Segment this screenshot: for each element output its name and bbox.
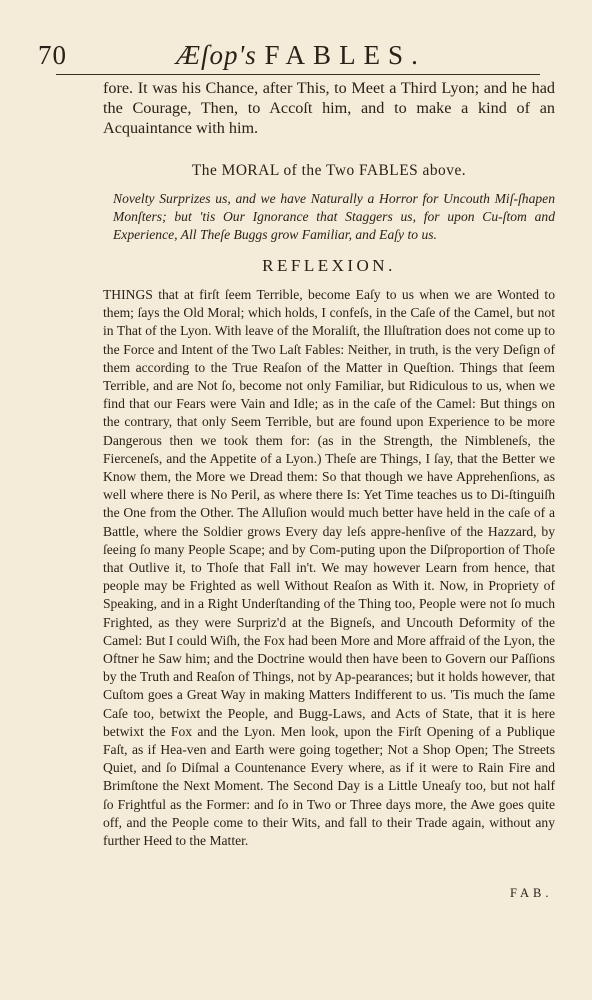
- page-body: [103, 78, 555, 850]
- moral-heading: The MORAL of the Two FABLES above.: [191, 162, 467, 179]
- reflexion-heading: REFLEXION.: [262, 256, 396, 275]
- reflexion-text: THINGS that at firſt ſeem Terrible, become Eaſy to us when we are Wonted to them; ſays the Old Moral; which holds, I confeſs, in the Caſe of the Camel, but not in That of the Lyon. With leave of the Moraliſt, the Illuſtration does not come up to the Force and Intent of the Two Laſt Fables: Neither, in truth, is the very Deſign of them according to the True Reaſon of the Matter in Queſtion. Things that ſeem Terrible, and are Not ſo, become not only Familiar, but Ridiculous to us, when we find that our Fears were Vain and Idle; as in the caſe of the Camel: But things on the contrary, that only Seem Terrible, but are found upon Experience to be more Dangerous then we took them for: (as in the Strength, the Nimbleneſs, the Fierceneſs, and the Appetite of a Lyon.) Theſe are Things, I ſay, that the Better we Know them, the More we Dread them: So that though we have Apprehenſions, as well where there is No Peril, as where there Is: Yet Time teaches us to Di-ſtinguiſh the One from the Other. The Alluſion would much better have held in the caſe of a Battle, where the Soldier grows Every day leſs appre-henſive of the Hazzard, by ſeeing ſo many People Scape; and by Com-puting upon the Diſproportion of Thoſe that Outlive it, to Thoſe that Fall in't. We may however Learn from hence, that people may be Frighted as well Without Reaſon as With it. Now, in Propriety of Speaking, and in a Right Underſtanding of the Thing too, People were not ſo much Frighted, as they were Surpriz'd at the Bigneſs, and Uncouth Deformity of the Camel: But I could Wiſh, the Fox had been More and More affraid of the Lyon, the Oftner he Saw him; and the Doctrine would then have been to Govern our Paſſions by the Truth and Reaſon of Things, not by Ap-pearances; but it holds however, that Cuſtom goes a Great Way in making Matters Indifferent to us. 'Tis much the ſame Caſe too, betwixt the People, and Bugg-Laws, and Acts of State, that it is here betwixt the Fox and the Lyon. Men look, upon the Firſt Opening of a Publique Faſt, as if Hea-ven and Earth were going together; Not a Shop Open; The Streets Quiet, and ſo Diſmal a Countenance Every where, as if it were to Rain Fire and Brimſtone the Next Moment. The Second Day is a Little Uneaſy too, but not half ſo Frightful as the Former: and ſo in Two or Three days more, the Awe goes quite off, and the People come to their Wits, and fall to their Trade again, without any further Heed to the Matter.: [103, 287, 555, 849]
- catchword: FAB.: [510, 886, 553, 900]
- running-title-word: FABLES.: [264, 40, 426, 70]
- running-title: [176, 40, 426, 71]
- moral-text: Novelty Surprizes us, and we have Naturally a Horror for Uncouth Miſ-ſhapen Monſters; but 'tis Our Ignorance that Staggers us, for upon Cu-ſtom and Experience, All Theſe Buggs grow Familiar, and Eaſy to us.: [113, 191, 555, 242]
- lead-paragraph: fore. It was his Chance, after This, to Meet a Third Lyon; and he had the Courage, Then, to Accoſt him, and to make a kind of an Acquaintance with him.: [103, 79, 555, 137]
- running-title-author: Æſop's: [176, 40, 257, 70]
- page-number: 70: [38, 40, 67, 70]
- header-rule: [56, 74, 540, 75]
